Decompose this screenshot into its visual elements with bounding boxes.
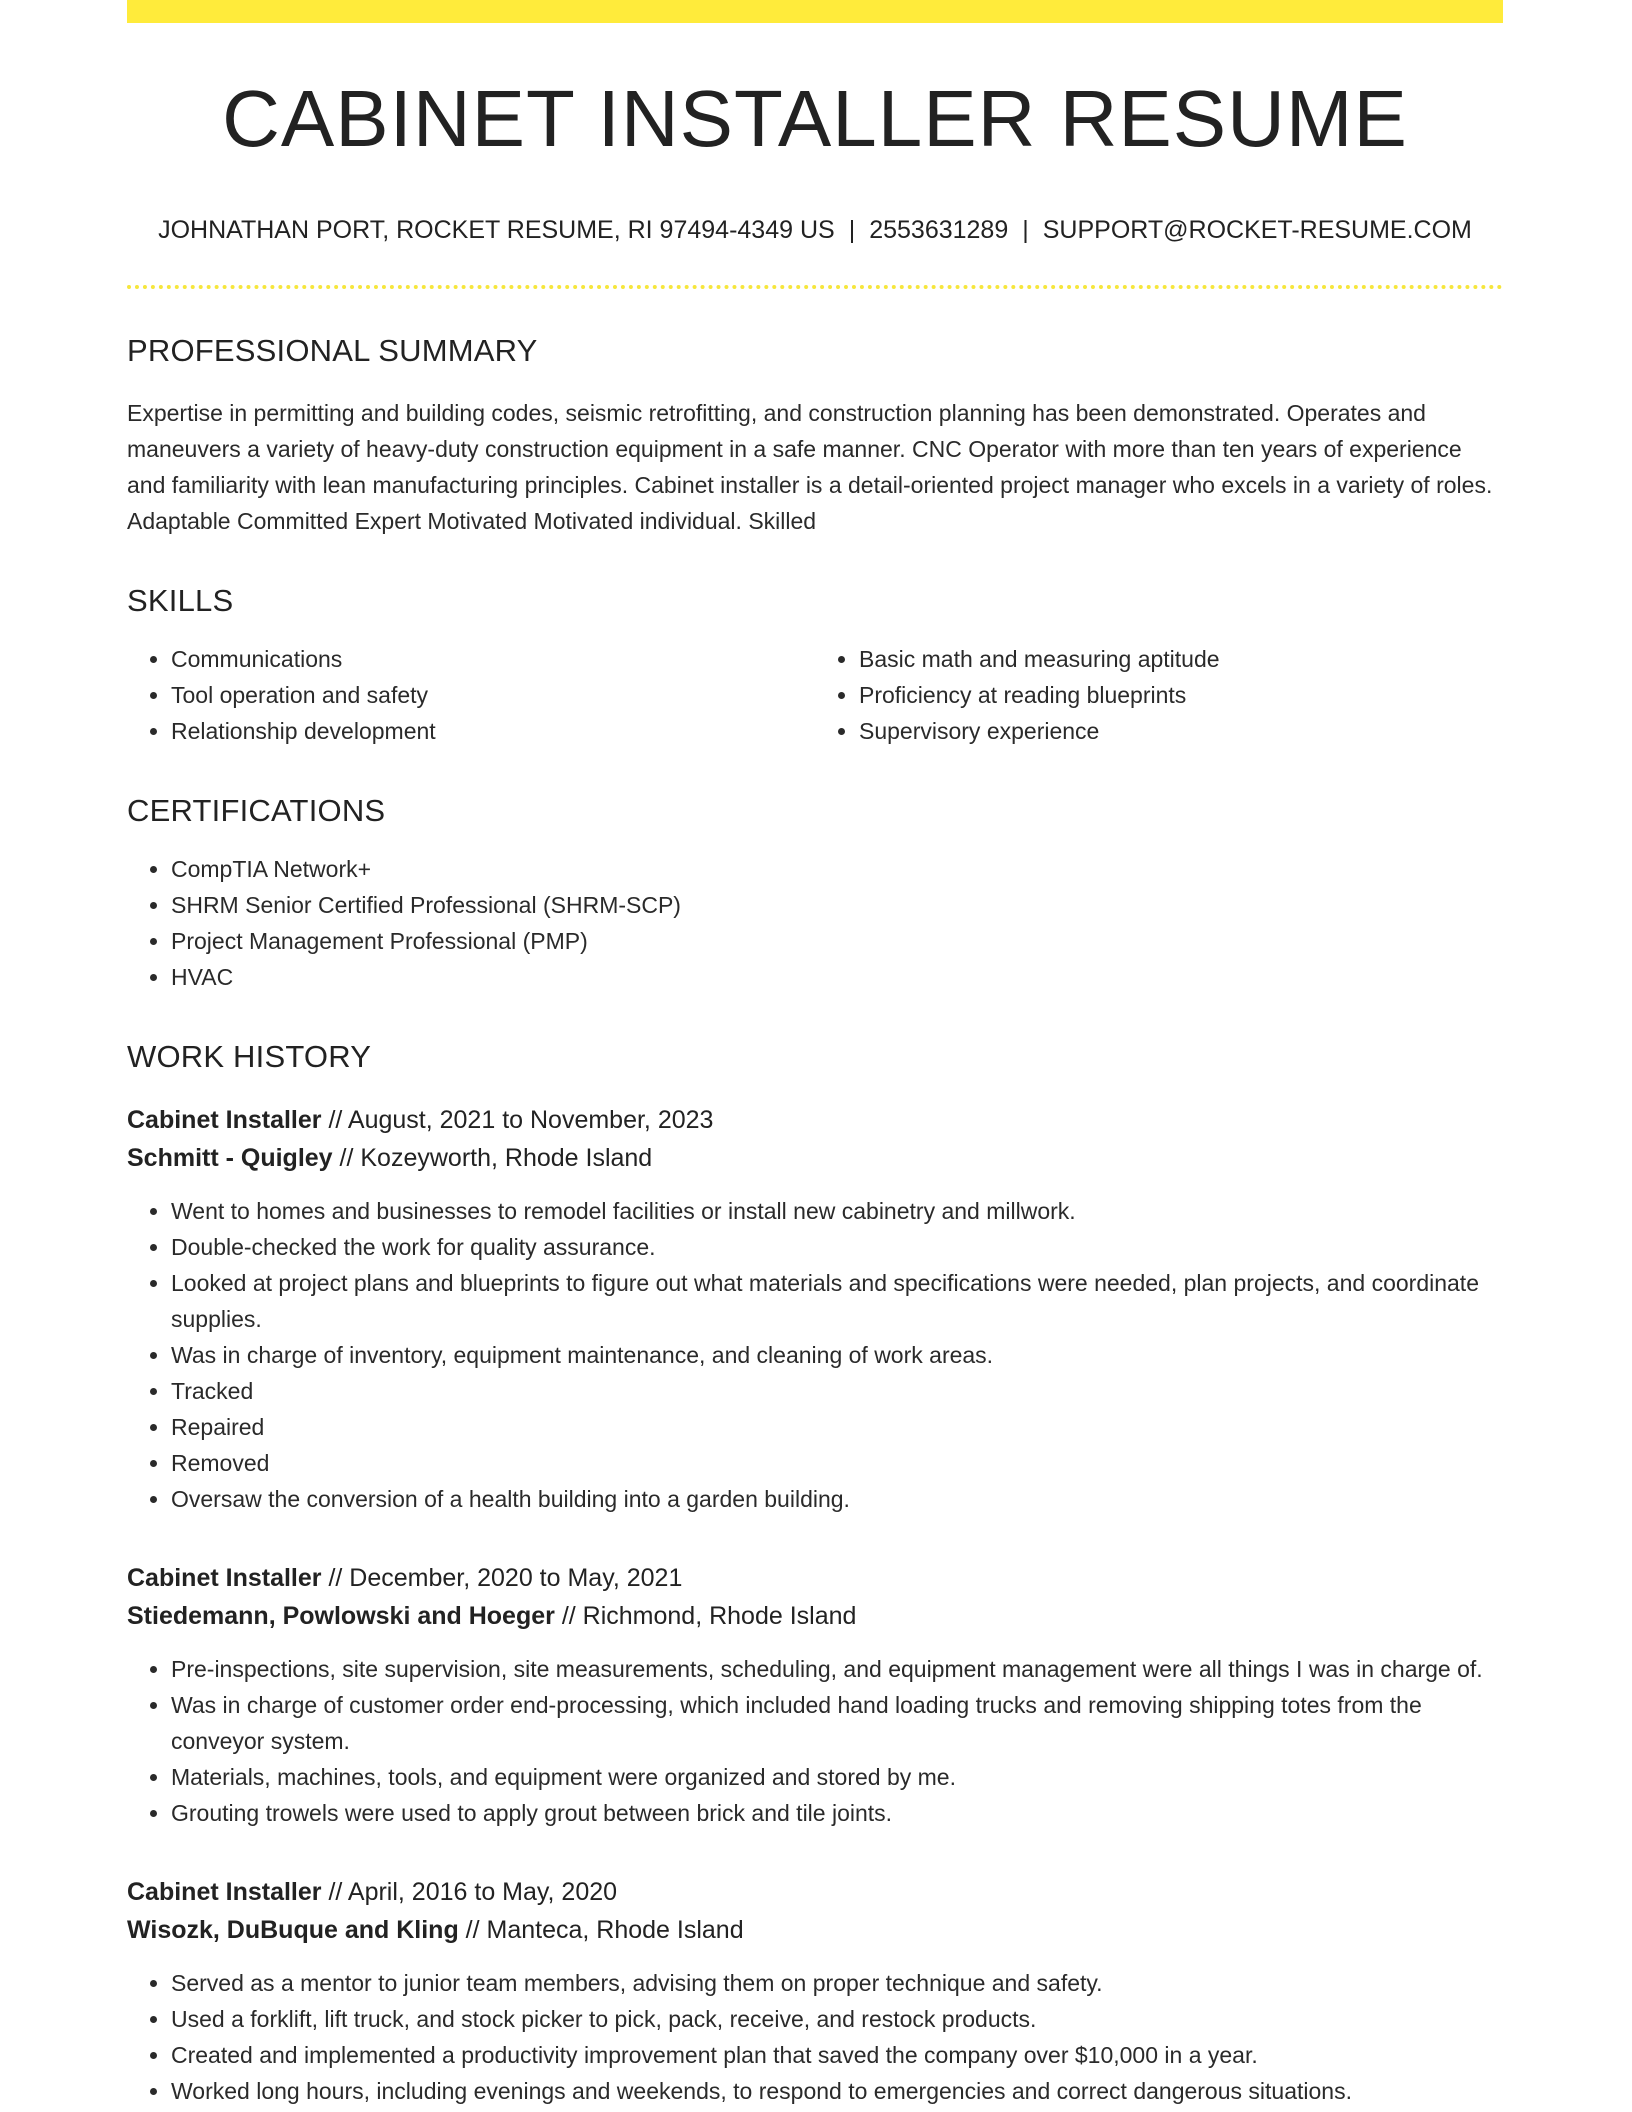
- skill-item: • Supervisory experience: [859, 713, 1503, 749]
- job-company-line: [127, 1911, 1503, 1949]
- job-title-line: [127, 1559, 1503, 1597]
- job-bullet: • Used a forklift, lift truck, and stock picker to pick, pack, receive, and restock products.: [171, 2001, 1503, 2037]
- job-bullets: [127, 1965, 1503, 2109]
- job-bullet: • Grouting trowels were used to apply grout between brick and tile joints.: [171, 1795, 1503, 1831]
- job-company-line: [127, 1139, 1503, 1177]
- job-company-line: [127, 1597, 1503, 1635]
- skill-item: • Communications: [171, 641, 815, 677]
- skills-left-list: [127, 641, 815, 749]
- job-title-line: [127, 1873, 1503, 1911]
- contact-email: SUPPORT@ROCKET-RESUME.COM: [1042, 216, 1472, 244]
- job-title-line: [127, 1101, 1503, 1139]
- job-location: // Manteca, Rhode Island: [458, 1916, 744, 1944]
- resume-page: [127, 0, 1503, 2109]
- job-bullet: • Removed: [171, 1445, 1503, 1481]
- job-location: // Kozeyworth, Rhode Island: [332, 1144, 653, 1172]
- skill-item: • Basic math and measuring aptitude: [859, 641, 1503, 677]
- dotted-divider: [127, 285, 1503, 289]
- contact-separator: |: [1022, 216, 1029, 244]
- certification-item: • SHRM Senior Certified Professional (SHRM-SCP): [171, 887, 1503, 923]
- job-bullet: • Materials, machines, tools, and equipment were organized and stored by me.: [171, 1759, 1503, 1795]
- skills-heading: SKILLS: [127, 583, 234, 618]
- skill-item: • Tool operation and safety: [171, 677, 815, 713]
- job-title: Cabinet Installer: [127, 1106, 322, 1134]
- job-bullet: • Was in charge of customer order end-processing, which included hand loading trucks and removing shipping totes from the conveyor system.: [171, 1687, 1503, 1759]
- resume-title: CABINET INSTALLER RESUME: [222, 74, 1408, 163]
- job-dates: // April, 2016 to May, 2020: [321, 1878, 618, 1906]
- job-bullet: • Oversaw the conversion of a health building into a garden building.: [171, 1481, 1503, 1517]
- job-entry: [127, 1559, 1503, 1831]
- job-dates: // August, 2021 to November, 2023: [321, 1106, 714, 1134]
- skills-right-list: [815, 641, 1503, 749]
- job-bullet: • Was in charge of inventory, equipment maintenance, and cleaning of work areas.: [171, 1337, 1503, 1373]
- contact-line: [127, 215, 1503, 245]
- certifications-list: [127, 851, 1503, 995]
- certification-item: • HVAC: [171, 959, 1503, 995]
- job-bullet: • Looked at project plans and blueprints to figure out what materials and specifications were needed, plan projects, and coordinate supplies.: [171, 1265, 1503, 1337]
- job-bullet: • Pre-inspections, site supervision, site measurements, scheduling, and equipment management were all things I was in charge of.: [171, 1651, 1503, 1687]
- job-company: Stiedemann, Powlowski and Hoeger: [127, 1602, 555, 1630]
- job-bullet: • Tracked: [171, 1373, 1503, 1409]
- contact-separator: |: [848, 216, 856, 244]
- certification-item: • CompTIA Network+: [171, 851, 1503, 887]
- job-company: Schmitt - Quigley: [127, 1144, 333, 1172]
- skill-item: • Relationship development: [171, 713, 815, 749]
- job-location: // Richmond, Rhode Island: [554, 1602, 857, 1630]
- job-bullets: [127, 1651, 1503, 1831]
- job-bullet: • Went to homes and businesses to remodel facilities or install new cabinetry and millwork.: [171, 1193, 1503, 1229]
- job-title: Cabinet Installer: [127, 1564, 322, 1592]
- summary-heading: PROFESSIONAL SUMMARY: [127, 333, 538, 368]
- contact-phone: 2553631289: [869, 216, 1009, 244]
- contact-address: JOHNATHAN PORT, ROCKET RESUME, RI 97494-4349 US: [158, 216, 835, 244]
- accent-top-bar: [127, 0, 1503, 23]
- skill-item: • Proficiency at reading blueprints: [859, 677, 1503, 713]
- summary-text: Expertise in permitting and building codes, seismic retrofitting, and construction planning has been demonstrated. Operates and maneuvers a variety of heavy-duty construction equipment in a safe manner. CNC Operator with more than ten years of experience and familiarity with lean manufacturing principles. Cabinet installer is a detail-oriented project manager who excels in a variety of roles. Adaptable Committed Expert Motivated Motivated individual. Skilled: [127, 400, 1493, 534]
- job-title: Cabinet Installer: [127, 1878, 322, 1906]
- job-bullet: • Served as a mentor to junior team members, advising them on proper technique and safety.: [171, 1965, 1503, 2001]
- job-bullet: • Double-checked the work for quality assurance.: [171, 1229, 1503, 1265]
- certifications-heading: CERTIFICATIONS: [127, 793, 386, 828]
- job-company: Wisozk, DuBuque and Kling: [127, 1916, 459, 1944]
- job-entry: [127, 1101, 1503, 1517]
- job-entry: [127, 1873, 1503, 2109]
- job-bullet: • Repaired: [171, 1409, 1503, 1445]
- skills-columns: [127, 641, 1503, 749]
- job-bullet: • Worked long hours, including evenings and weekends, to respond to emergencies and correct dangerous situations.: [171, 2073, 1503, 2109]
- certification-item: • Project Management Professional (PMP): [171, 923, 1503, 959]
- job-bullet: • Created and implemented a productivity improvement plan that saved the company over $10,000 in a year.: [171, 2037, 1503, 2073]
- job-bullets: [127, 1193, 1503, 1517]
- job-dates: // December, 2020 to May, 2021: [321, 1564, 683, 1592]
- work-history-heading: WORK HISTORY: [127, 1039, 372, 1074]
